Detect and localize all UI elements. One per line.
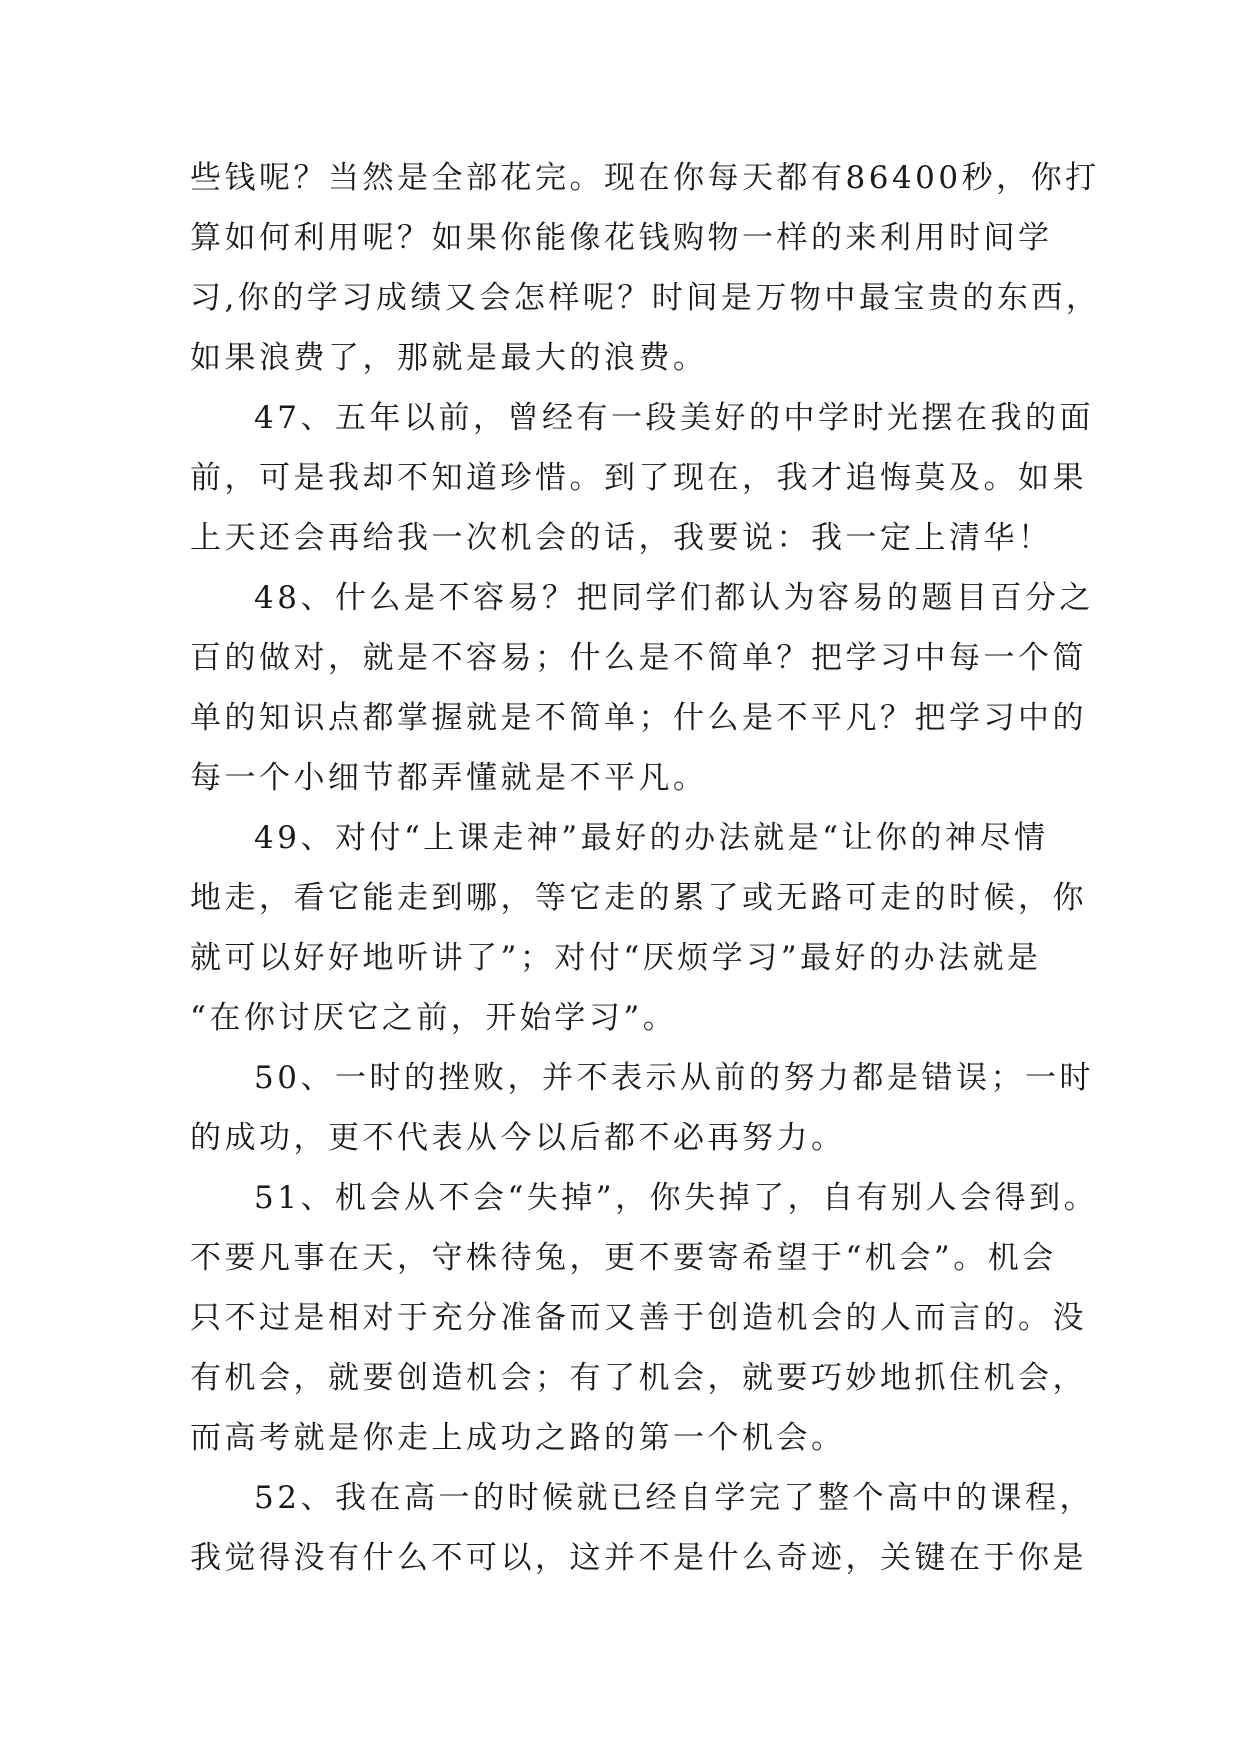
text-line: 上天还会再给我一次机会的话，我要说：我一定上清华！ [190,520,1053,556]
text-line: 就可以好好地听讲了”；对付“厌烦学习”最好的办法就是 [190,940,1042,976]
document-body [190,148,1101,1588]
text-line: 每一个小细节都弄懂就是不平凡。 [190,760,708,796]
paragraph-52-start: 52、我在高一的时候就已经自学完了整个高中的课程， [254,1480,1094,1516]
text-line: “在你讨厌它之前，开始学习”。 [190,1000,678,1036]
text-line: 如果浪费了，那就是最大的浪费。 [190,340,708,376]
text-line: 有机会，就要创造机会；有了机会，就要巧妙地抓住机会， [190,1360,1087,1396]
text-line: 单的知识点都掌握就是不简单；什么是不平凡？把学习中的 [190,700,1087,736]
paragraph-47-start: 47、五年以前，曾经有一段美好的中学时光摆在我的面 [254,400,1094,436]
text-line: 而高考就是你走上成功之路的第一个机会。 [190,1420,846,1456]
text-line: 的成功，更不代表从今以后都不必再努力。 [190,1120,846,1156]
text-line: 百的做对，就是不容易；什么是不简单？把学习中每一个简 [190,640,1087,676]
text-line: 不要凡事在天，守株待兔，更不要寄希望于“机会”。机会 [190,1240,1057,1276]
paragraph-49-start: 49、对付“上课走神”最好的办法就是“让你的神尽情 [254,820,1049,856]
text-line: 前，可是我却不知道珍惜。到了现在，我才追悔莫及。如果 [190,460,1087,496]
text-line: 些钱呢？当然是全部花完。现在你每天都有86400秒，你打 [190,160,1100,196]
paragraph-51-start: 51、机会从不会“失掉”，你失掉了，自有别人会得到。 [254,1180,1099,1216]
text-line: 习,你的学习成绩又会怎样呢？时间是万物中最宝贵的东西， [190,280,1101,316]
text-line: 地走，看它能走到哪，等它走的累了或无路可走的时候，你 [190,880,1087,916]
text-line: 只不过是相对于充分准备而又善于创造机会的人而言的。没 [190,1300,1087,1336]
text-line: 我觉得没有什么不可以，这并不是什么奇迹，关键在于你是 [190,1540,1087,1576]
paragraph-48-start: 48、什么是不容易？把同学们都认为容易的题目百分之 [254,580,1094,616]
text-line: 算如何利用呢？如果你能像花钱购物一样的来利用时间学 [190,220,1053,256]
paragraph-50-start: 50、一时的挫败，并不表示从前的努力都是错误；一时 [254,1060,1094,1096]
